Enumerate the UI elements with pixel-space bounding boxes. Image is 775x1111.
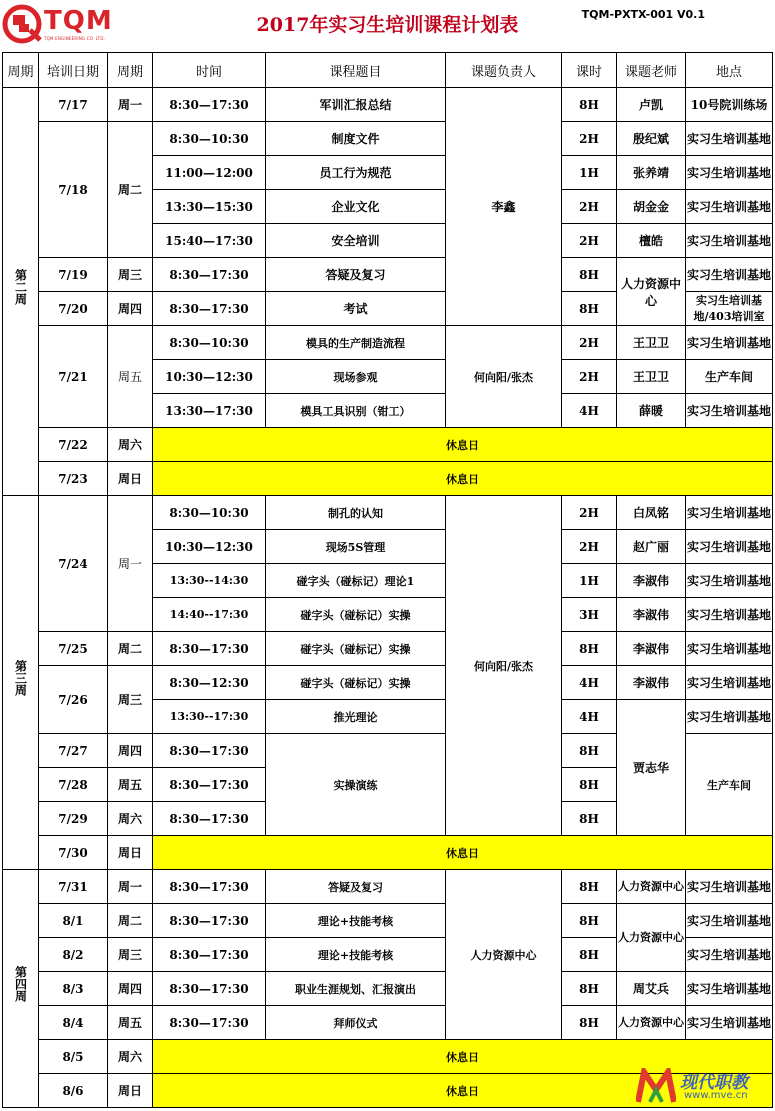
teacher-cell: 胡金金	[617, 190, 686, 224]
time-cell: 8:30—17:30	[153, 870, 266, 904]
weekday-cell: 周四	[108, 972, 153, 1006]
hours-cell: 2H	[562, 360, 617, 394]
date-cell: 7/19	[39, 258, 108, 292]
weekday-cell: 周日	[108, 836, 153, 870]
hours-cell: 4H	[562, 394, 617, 428]
time-cell: 11:00—12:00	[153, 156, 266, 190]
location-cell: 生产车间	[686, 360, 773, 394]
table-row	[3, 904, 773, 938]
time-cell: 8:30—10:30	[153, 496, 266, 530]
teacher-cell: 人力资源中心	[617, 870, 686, 904]
table-row	[3, 258, 773, 292]
owner-cell: 人力资源中心	[446, 870, 562, 1040]
time-cell: 8:30—17:30	[153, 1006, 266, 1040]
location-cell: 实习生培训基地/403培训室	[686, 292, 773, 326]
course-cell: 碰字头（碰标记）理论1	[266, 564, 446, 598]
course-cell: 答疑及复习	[266, 258, 446, 292]
date-cell: 7/20	[39, 292, 108, 326]
location-cell: 实习生培训基地	[686, 904, 773, 938]
teacher-cell: 人力资源中心	[617, 258, 686, 326]
hours-cell: 8H	[562, 802, 617, 836]
hours-cell: 2H	[562, 122, 617, 156]
table-row	[3, 326, 773, 360]
time-cell: 8:30—17:30	[153, 632, 266, 666]
location-cell: 实习生培训基地	[686, 530, 773, 564]
teacher-cell: 李淑伟	[617, 632, 686, 666]
date-cell: 7/29	[39, 802, 108, 836]
location-cell: 实习生培训基地	[686, 1006, 773, 1040]
teacher-cell: 赵广丽	[617, 530, 686, 564]
hours-cell: 8H	[562, 870, 617, 904]
date-cell: 8/3	[39, 972, 108, 1006]
weekday-cell: 周二	[108, 632, 153, 666]
date-cell: 7/30	[39, 836, 108, 870]
col-header-teacher: 课题老师	[617, 53, 686, 88]
weekday-cell: 周三	[108, 258, 153, 292]
weekday-cell: 周四	[108, 292, 153, 326]
time-cell: 8:30—17:30	[153, 802, 266, 836]
teacher-cell: 王卫卫	[617, 326, 686, 360]
date-cell: 7/18	[39, 122, 108, 258]
time-cell: 13:30—17:30	[153, 394, 266, 428]
table-row	[3, 428, 773, 462]
time-cell: 8:30—17:30	[153, 972, 266, 1006]
course-cell: 安全培训	[266, 224, 446, 258]
teacher-cell: 人力资源中心	[617, 904, 686, 972]
rest-day-cell: 休息日	[153, 462, 773, 496]
weekday-cell: 周一	[108, 496, 153, 632]
course-cell: 制孔的认知	[266, 496, 446, 530]
location-cell: 实习生培训基地	[686, 700, 773, 734]
logo-subtitle: TQM ENGINEERING CO. LTD.	[44, 36, 106, 41]
teacher-cell: 檀皓	[617, 224, 686, 258]
date-cell: 8/1	[39, 904, 108, 938]
hours-cell: 4H	[562, 700, 617, 734]
weekday-cell: 周三	[108, 666, 153, 734]
time-cell: 15:40—17:30	[153, 224, 266, 258]
time-cell: 8:30—17:30	[153, 904, 266, 938]
weekday-cell: 周一	[108, 870, 153, 904]
course-cell: 碰字头（碰标记）实操	[266, 632, 446, 666]
date-cell: 7/28	[39, 768, 108, 802]
weekday-cell: 周六	[108, 1040, 153, 1074]
time-cell: 8:30—17:30	[153, 734, 266, 768]
teacher-cell: 卢凯	[617, 88, 686, 122]
hours-cell: 1H	[562, 564, 617, 598]
owner-cell: 何向阳/张杰	[446, 326, 562, 428]
col-header-owner: 课题负责人	[446, 53, 562, 88]
time-cell: 8:30—17:30	[153, 768, 266, 802]
hours-cell: 2H	[562, 224, 617, 258]
course-cell: 理论+技能考核	[266, 938, 446, 972]
course-cell: 答疑及复习	[266, 870, 446, 904]
date-cell: 7/17	[39, 88, 108, 122]
week-label-2	[3, 88, 39, 496]
table-row	[3, 122, 773, 156]
weekday-cell: 周五	[108, 768, 153, 802]
teacher-cell: 白凤铭	[617, 496, 686, 530]
course-cell: 职业生涯规划、汇报演出	[266, 972, 446, 1006]
course-cell: 考试	[266, 292, 446, 326]
course-cell: 现场参观	[266, 360, 446, 394]
weekday-cell: 周五	[108, 326, 153, 428]
location-cell: 10号院训练场	[686, 88, 773, 122]
time-cell: 8:30—10:30	[153, 326, 266, 360]
course-cell: 现场5S管理	[266, 530, 446, 564]
teacher-cell: 人力资源中心	[617, 1006, 686, 1040]
table-row	[3, 496, 773, 530]
course-cell: 制度文件	[266, 122, 446, 156]
hours-cell: 8H	[562, 292, 617, 326]
location-cell: 实习生培训基地	[686, 972, 773, 1006]
hours-cell: 2H	[562, 496, 617, 530]
time-cell: 13:30—15:30	[153, 190, 266, 224]
week-label-4	[3, 870, 39, 1108]
col-header-date: 培训日期	[39, 53, 108, 88]
col-header-week: 周期	[3, 53, 39, 88]
weekday-cell: 周五	[108, 1006, 153, 1040]
teacher-cell: 张养靖	[617, 156, 686, 190]
col-header-course: 课程题目	[266, 53, 446, 88]
mve-logo-icon	[636, 1068, 676, 1104]
location-cell: 实习生培训基地	[686, 156, 773, 190]
time-cell: 13:30--14:30	[153, 564, 266, 598]
hours-cell: 8H	[562, 904, 617, 938]
time-cell: 10:30—12:30	[153, 360, 266, 394]
teacher-cell: 殷纪斌	[617, 122, 686, 156]
location-cell: 实习生培训基地	[686, 258, 773, 292]
location-cell: 实习生培训基地	[686, 938, 773, 972]
page-header	[0, 0, 775, 52]
location-cell: 实习生培训基地	[686, 326, 773, 360]
week-text: 第三周	[13, 660, 28, 696]
date-cell: 7/21	[39, 326, 108, 428]
col-header-weekday: 周期	[108, 53, 153, 88]
teacher-cell: 李淑伟	[617, 564, 686, 598]
date-cell: 8/2	[39, 938, 108, 972]
week-text: 第二周	[13, 269, 28, 305]
location-cell: 实习生培训基地	[686, 564, 773, 598]
owner-cell: 何向阳/张杰	[446, 496, 562, 836]
date-cell: 8/5	[39, 1040, 108, 1074]
table-row	[3, 972, 773, 1006]
week-text: 第四周	[13, 966, 28, 1002]
course-cell: 企业文化	[266, 190, 446, 224]
col-header-location: 地点	[686, 53, 773, 88]
date-cell: 7/24	[39, 496, 108, 632]
location-cell: 实习生培训基地	[686, 224, 773, 258]
time-cell: 8:30—12:30	[153, 666, 266, 700]
rest-day-cell: 休息日	[153, 1074, 773, 1108]
location-cell: 实习生培训基地	[686, 632, 773, 666]
course-cell: 军训汇报总结	[266, 88, 446, 122]
weekday-cell: 周六	[108, 802, 153, 836]
location-cell: 实习生培训基地	[686, 598, 773, 632]
week-label-3	[3, 496, 39, 870]
rest-day-cell: 休息日	[153, 836, 773, 870]
teacher-cell: 周艾兵	[617, 972, 686, 1006]
table-row	[3, 1006, 773, 1040]
course-cell: 碰字头（碰标记）实操	[266, 666, 446, 700]
weekday-cell: 周二	[108, 904, 153, 938]
teacher-cell: 薛暖	[617, 394, 686, 428]
hours-cell: 8H	[562, 632, 617, 666]
document-code: TQM-PXTX-001 V0.1	[581, 8, 705, 21]
location-cell: 实习生培训基地	[686, 190, 773, 224]
watermark	[636, 1068, 771, 1108]
course-cell: 理论+技能考核	[266, 904, 446, 938]
hours-cell: 8H	[562, 938, 617, 972]
location-cell: 实习生培训基地	[686, 870, 773, 904]
course-cell: 碰字头（碰标记）实操	[266, 598, 446, 632]
table-row	[3, 836, 773, 870]
owner-cell: 李鑫	[446, 88, 562, 326]
rest-day-cell: 休息日	[153, 1040, 773, 1074]
time-cell: 8:30—17:30	[153, 292, 266, 326]
location-cell: 实习生培训基地	[686, 496, 773, 530]
course-cell: 拜师仪式	[266, 1006, 446, 1040]
location-cell: 实习生培训基地	[686, 122, 773, 156]
table-row	[3, 88, 773, 122]
time-cell: 8:30—17:30	[153, 88, 266, 122]
date-cell: 7/23	[39, 462, 108, 496]
weekday-cell: 周六	[108, 428, 153, 462]
course-cell: 实操演练	[266, 734, 446, 836]
hours-cell: 2H	[562, 326, 617, 360]
date-cell: 8/6	[39, 1074, 108, 1108]
table-row	[3, 666, 773, 700]
col-header-hours: 课时	[562, 53, 617, 88]
time-cell: 10:30—12:30	[153, 530, 266, 564]
time-cell: 8:30—17:30	[153, 938, 266, 972]
date-cell: 7/27	[39, 734, 108, 768]
table-row	[3, 462, 773, 496]
location-cell: 生产车间	[686, 734, 773, 836]
col-header-time: 时间	[153, 53, 266, 88]
hours-cell: 8H	[562, 1006, 617, 1040]
hours-cell: 4H	[562, 666, 617, 700]
watermark-url: www.mve.cn	[684, 1090, 748, 1101]
page-title: 2017年实习生培训课程计划表	[256, 14, 519, 36]
table-row	[3, 632, 773, 666]
weekday-cell: 周二	[108, 122, 153, 258]
time-cell: 8:30—10:30	[153, 122, 266, 156]
teacher-cell: 李淑伟	[617, 666, 686, 700]
course-cell: 模具工具识别（钳工）	[266, 394, 446, 428]
logo-text: TQM	[44, 6, 113, 36]
rest-day-cell: 休息日	[153, 428, 773, 462]
hours-cell: 8H	[562, 972, 617, 1006]
watermark-text: 现代职教	[680, 1073, 748, 1093]
hours-cell: 2H	[562, 190, 617, 224]
date-cell: 7/22	[39, 428, 108, 462]
date-cell: 7/31	[39, 870, 108, 904]
date-cell: 7/26	[39, 666, 108, 734]
time-cell: 14:40--17:30	[153, 598, 266, 632]
header-row	[3, 53, 773, 88]
hours-cell: 8H	[562, 88, 617, 122]
date-cell: 8/4	[39, 1006, 108, 1040]
location-cell: 实习生培训基地	[686, 666, 773, 700]
date-cell: 7/25	[39, 632, 108, 666]
time-cell: 8:30—17:30	[153, 258, 266, 292]
teacher-cell: 贾志华	[617, 700, 686, 836]
teacher-cell: 李淑伟	[617, 598, 686, 632]
weekday-cell: 周四	[108, 734, 153, 768]
table-row	[3, 870, 773, 904]
location-cell: 实习生培训基地	[686, 394, 773, 428]
course-cell: 模具的生产制造流程	[266, 326, 446, 360]
course-cell: 员工行为规范	[266, 156, 446, 190]
hours-cell: 3H	[562, 598, 617, 632]
weekday-cell: 周一	[108, 88, 153, 122]
course-cell: 推光理论	[266, 700, 446, 734]
hours-cell: 1H	[562, 156, 617, 190]
hours-cell: 8H	[562, 768, 617, 802]
weekday-cell: 周日	[108, 462, 153, 496]
schedule-table	[2, 52, 773, 1108]
hours-cell: 2H	[562, 530, 617, 564]
hours-cell: 8H	[562, 734, 617, 768]
hours-cell: 8H	[562, 258, 617, 292]
teacher-cell: 王卫卫	[617, 360, 686, 394]
time-cell: 13:30--17:30	[153, 700, 266, 734]
weekday-cell: 周三	[108, 938, 153, 972]
weekday-cell: 周日	[108, 1074, 153, 1108]
